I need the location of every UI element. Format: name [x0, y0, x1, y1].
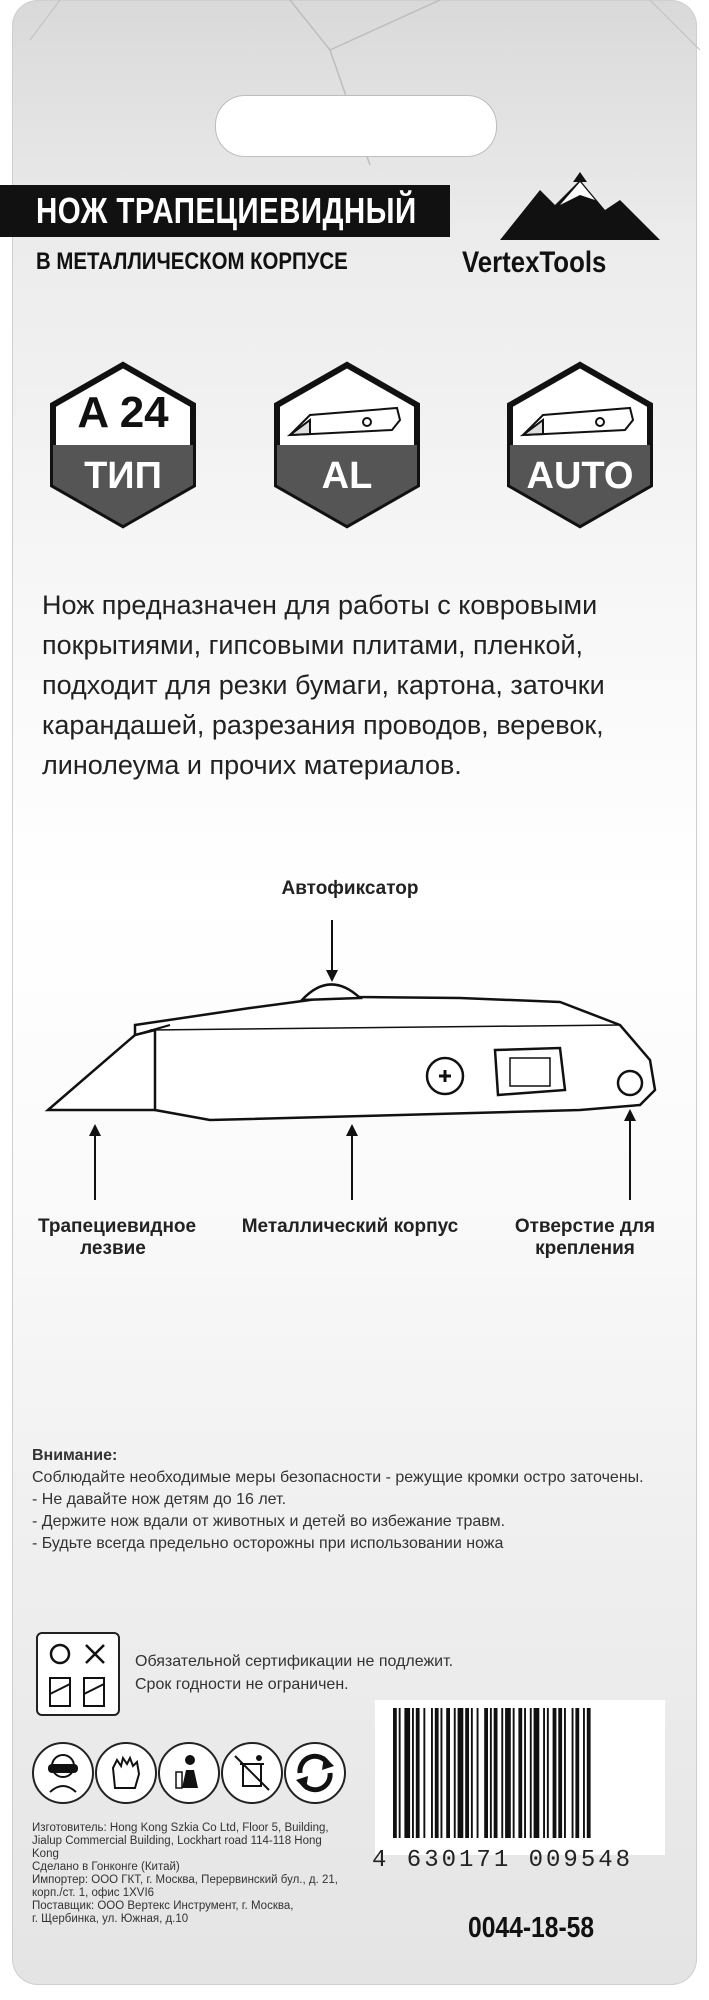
warning-line: - Держите нож вдали от животных и детей во избежание травм.: [32, 1513, 506, 1530]
warning-line: - Будьте всегда предельно осторожны при использовании ножа: [32, 1535, 504, 1552]
barcode-bar: [431, 1708, 433, 1838]
barcode-bar: [465, 1708, 469, 1838]
label-blade-1: Трапециевидное: [38, 1216, 197, 1237]
barcode-bar: [412, 1708, 414, 1838]
barcode-bar: [435, 1708, 439, 1838]
barcode-bar: [587, 1708, 591, 1838]
barcode-bar: [518, 1708, 522, 1838]
manufacturer-info: [32, 1822, 362, 1926]
maker-line: Jialup Commercial Building, Lockhart road 114-118 Hong: [32, 1835, 322, 1847]
warning-block: [32, 1445, 652, 1555]
label-autolock: Автофиксатор: [281, 878, 419, 899]
barcode-bar: [393, 1708, 397, 1838]
barcode-bar: [404, 1708, 410, 1838]
barcode-bar: [572, 1708, 574, 1838]
warning-title: Внимание:: [32, 1447, 118, 1464]
maker-line: г. Щербинка, ул. Южная, д.10: [32, 1913, 189, 1925]
maker-line: корп./ст. 1, офис 1XVI6: [32, 1887, 155, 1899]
barcode-bar: [513, 1708, 515, 1838]
label-hole-1: Отверстие для: [514, 1216, 656, 1237]
product-title: НОЖ ТРАПЕЦИЕВИДНЫЙ: [36, 190, 417, 231]
barcode-bar: [423, 1708, 425, 1838]
badge-2-bottom: AL: [321, 455, 373, 497]
barcode-bar: [564, 1708, 566, 1838]
badge-aluminium: [272, 360, 422, 530]
barcode-bar: [524, 1708, 526, 1838]
barcode-bar: [530, 1708, 532, 1838]
maker-line: Сделано в Гонконге (Китай): [32, 1861, 180, 1873]
badge-1-top: A 24: [77, 388, 169, 437]
badge-auto-lock: [505, 360, 655, 530]
badge-blade-type: [48, 360, 198, 530]
warning-line: - Не давайте нож детям до 16 лет.: [32, 1491, 287, 1508]
barcode-bar: [441, 1708, 443, 1838]
product-subtitle: В МЕТАЛЛИЧЕСКОМ КОРПУСЕ: [36, 248, 348, 275]
barcode-bar: [416, 1708, 420, 1838]
cert-line-2: Срок годности не ограничен.: [135, 1676, 349, 1693]
goggles-icon: [32, 1742, 94, 1804]
maker-line: Импортер: ООО ГКТ, г. Москва, Перервинский бул., д. 21,: [32, 1874, 338, 1886]
barcode-bar: [477, 1708, 479, 1838]
barcode-bar: [583, 1708, 585, 1838]
barcode-bar: [501, 1708, 503, 1838]
cert-line-1: Обязательной сертификации не подлежит.: [135, 1653, 454, 1670]
barcode-bar: [446, 1708, 450, 1838]
barcode-bar: [458, 1708, 464, 1838]
brand-name: VertexTools: [462, 246, 607, 279]
barcode-bar: [543, 1708, 545, 1838]
barcode-bar: [399, 1708, 401, 1838]
barcode-bar: [575, 1708, 579, 1838]
barcode-bar: [534, 1708, 540, 1838]
trash-bin-icon: [221, 1742, 283, 1804]
barcode-bar: [490, 1708, 492, 1838]
barcode-bar: [558, 1708, 562, 1838]
barcode-bar: [553, 1708, 557, 1838]
hang-hole: [215, 95, 497, 157]
barcode-bar: [494, 1708, 498, 1838]
product-code: 0044-18-58: [468, 1912, 595, 1944]
barcode-bar: [547, 1708, 549, 1838]
barcode-bar: [454, 1708, 456, 1838]
badge-1-bottom: ТИП: [84, 455, 162, 497]
label-blade-2: лезвие: [80, 1238, 146, 1259]
product-description: Нож предназначен для работы с ковровыми покрытиями, гипсовыми плитами, пленкой, подходит для резки бумаги, картона, заточки карандашей, разрезания проводов, веревок, линолеума и прочих материалов.: [42, 590, 605, 780]
cert-symbol-box: [36, 1632, 120, 1716]
maker-line: Поставщик: ООО Вертекс Инструмент, г. Москва,: [32, 1900, 294, 1912]
badge-3-bottom: AUTO: [526, 455, 634, 497]
barcode-icon: [375, 1700, 665, 1855]
barcode-number: 4 630171 009548: [372, 1847, 634, 1874]
gloves-icon: [95, 1742, 157, 1804]
barcode-bar: [505, 1708, 511, 1838]
maker-line: Kong: [32, 1848, 59, 1860]
barcode-bar: [484, 1708, 488, 1838]
child-warning-icon: [158, 1742, 220, 1804]
recycle-icon: [284, 1742, 346, 1804]
label-hole-2: крепления: [535, 1238, 635, 1259]
certification-text: [135, 1650, 453, 1696]
warning-line: Соблюдайте необходимые меры безопасности - режущие кромки остро заточены.: [32, 1469, 644, 1486]
label-body: Металлический корпус: [241, 1216, 459, 1237]
barcode-bar: [471, 1708, 473, 1838]
maker-line: Изготовитель: Hong Kong Szkia Co Ltd, Floor 5, Building,: [32, 1822, 329, 1834]
cert-symbols-icon: [38, 1634, 118, 1714]
